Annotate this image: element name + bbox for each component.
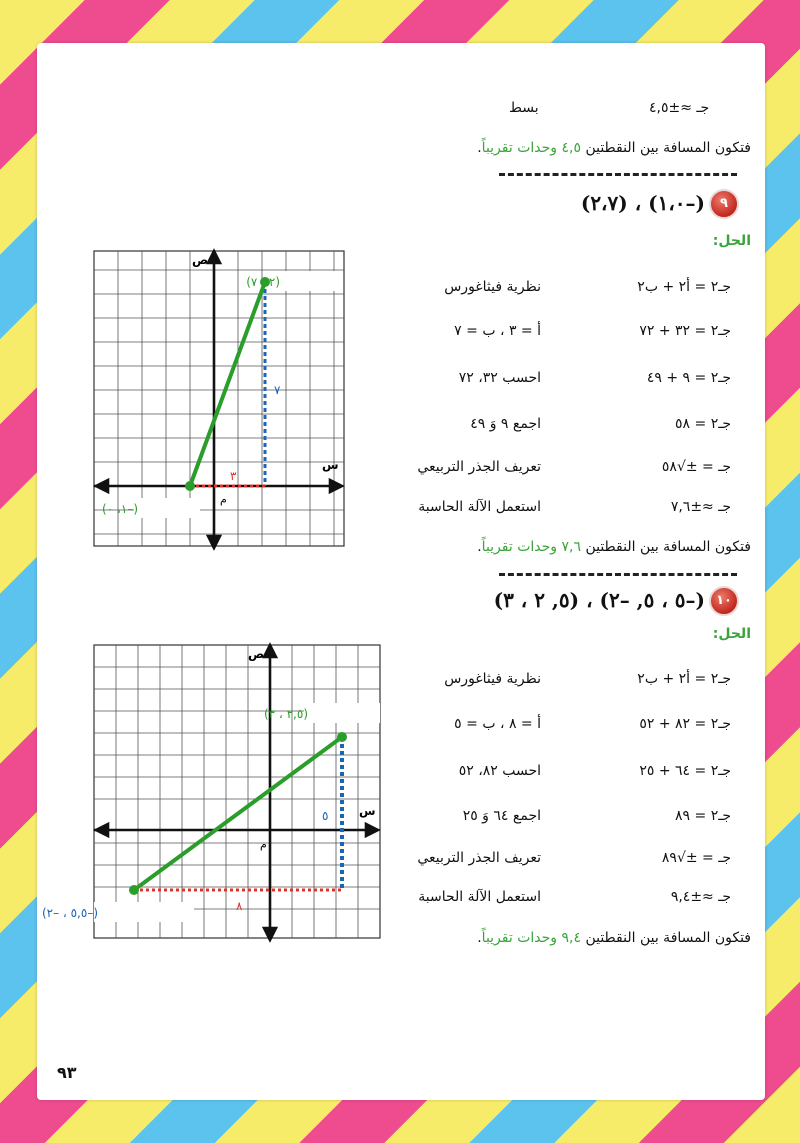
p9-step-3-eq: جـ٢ = ٩ + ٤٩ <box>646 370 731 386</box>
problem-9-conclusion: فتكون المسافة بين النقطتين ٧,٦ وحدات تقريباً. <box>477 539 751 555</box>
section-divider <box>499 573 737 576</box>
problem-9-conclusion-value: ٧,٦ وحدات تقريباً <box>481 539 581 555</box>
page-number: ٩٣ <box>57 1063 77 1082</box>
p9-step-2-eq: جـ٢ = ٣٢ + ٧٢ <box>639 323 731 339</box>
p10-step-1-note: نظرية فيثاغورس <box>444 671 541 687</box>
problem-10-graph <box>41 645 384 945</box>
top-conclusion-value: ٤,٥ وحدات تقريباً <box>481 140 581 156</box>
top-equation: جـ ≈±٤,٥ <box>649 100 710 116</box>
problem-9-solution-label: الحل: <box>712 233 751 249</box>
p9-step-4-note: اجمع ٩ وَ ٤٩ <box>470 416 541 432</box>
problem-10-conclusion: فتكون المسافة بين النقطتين ٩,٤ وحدات تقريباً. <box>477 930 751 946</box>
page-sheet <box>37 43 765 1100</box>
point-b-label: (٢ ، ٧) <box>246 275 280 289</box>
top-note: بسط <box>509 100 539 116</box>
y-axis-label: ص <box>248 647 265 661</box>
point-a <box>185 481 195 491</box>
p10-step-6-eq: جـ ≈±٩,٤ <box>670 889 731 905</box>
problem-10-solution-label: الحل: <box>712 626 751 642</box>
p9-step-1-eq: جـ٢ = أ٢ + ب٢ <box>637 279 731 295</box>
rise-label: ٧ <box>274 383 281 397</box>
p9-step-6-eq: جـ ≈±٧,٦ <box>670 499 731 515</box>
p9-step-5-note: تعريف الجذر التربيعي <box>417 459 541 475</box>
point-b <box>337 732 347 742</box>
p9-step-6-note: استعمل الآلة الحاسبة <box>418 499 541 515</box>
origin-label: م <box>220 493 227 506</box>
p10-step-4-note: اجمع ٦٤ وَ ٢٥ <box>462 808 541 824</box>
p10-step-5-eq: جـ = ±√٨٩ <box>661 850 731 866</box>
point-a <box>129 885 139 895</box>
p10-step-2-note: أ = ٨ ، ب = ٥ <box>454 716 541 732</box>
point-b-label: (٢,٥ ، ٣) <box>263 707 308 721</box>
p10-step-6-note: استعمل الآلة الحاسبة <box>418 889 541 905</box>
problem-9-points: (–١،٠) ، (٢،٧) <box>580 191 705 215</box>
problem-9-graph <box>94 251 344 551</box>
section-divider <box>499 173 737 176</box>
x-axis-label: س <box>322 458 339 472</box>
problem-10-badge: ١٠ <box>709 586 739 616</box>
p10-step-3-note: احسب ٨٢، ٥٢ <box>458 763 541 779</box>
point-a-label: (–٥,٥ ، –٢) <box>41 906 98 920</box>
p9-step-5-eq: جـ = ±√٥٨ <box>661 459 731 475</box>
run-label: ٨ <box>236 899 243 913</box>
p9-step-2-note: أ = ٣ ، ب = ٧ <box>454 323 541 339</box>
p9-step-3-note: احسب ٣٢، ٧٢ <box>458 370 541 386</box>
p10-step-1-eq: جـ٢ = أ٢ + ب٢ <box>637 671 731 687</box>
point-a-label: (–١، ٠) <box>102 502 138 516</box>
rise-label: ٥ <box>322 809 329 823</box>
problem-10-points: (–٥ ، ٥, –٢) ، (٥, ٢ ، ٣) <box>493 588 705 612</box>
p10-step-4-eq: جـ٢ = ٨٩ <box>675 808 731 824</box>
p9-step-1-note: نظرية فيثاغورس <box>444 279 541 295</box>
origin-label: م <box>260 838 267 851</box>
p9-step-4-eq: جـ٢ = ٥٨ <box>675 416 731 432</box>
run-label: ٣ <box>230 469 237 483</box>
y-axis-label: ص <box>192 253 209 267</box>
problem-9-badge: ٩ <box>709 189 739 219</box>
x-axis-label: س <box>359 804 376 818</box>
top-conclusion: فتكون المسافة بين النقطتين ٤,٥ وحدات تقريباً. <box>477 140 751 156</box>
p10-step-5-note: تعريف الجذر التربيعي <box>417 850 541 866</box>
problem-10-conclusion-value: ٩,٤ وحدات تقريباً <box>481 930 581 946</box>
p10-step-2-eq: جـ٢ = ٨٢ + ٥٢ <box>639 716 731 732</box>
p10-step-3-eq: جـ٢ = ٦٤ + ٢٥ <box>639 763 731 779</box>
